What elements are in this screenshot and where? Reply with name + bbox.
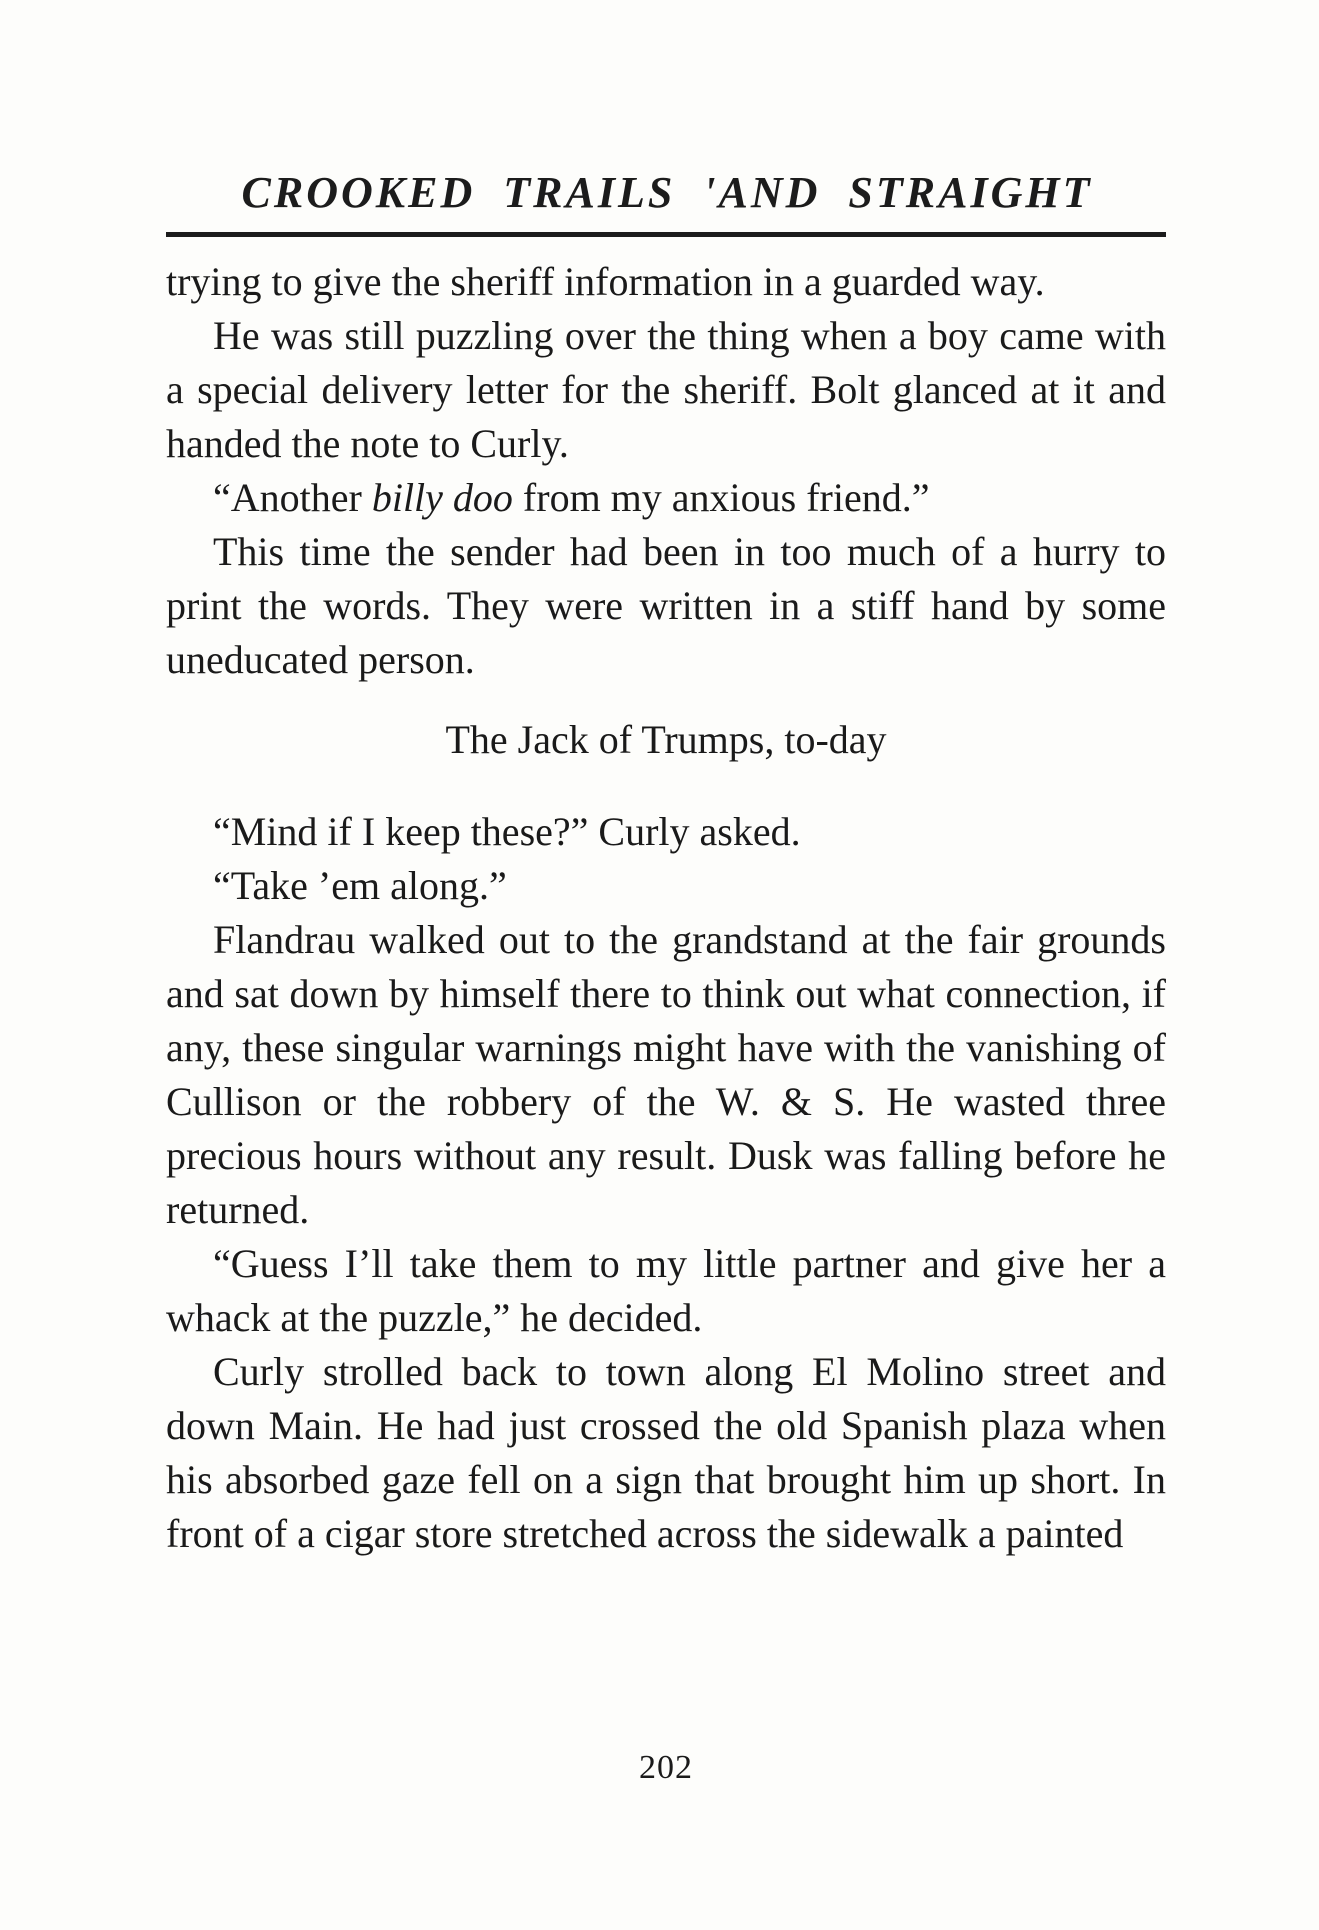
quoted-note: The Jack of Trumps, to-day (445, 717, 887, 762)
paragraph: trying to give the sheriff information in a guarded way. (166, 259, 1045, 304)
header-rule (166, 232, 1166, 237)
paragraph: He was still puzzling over the thing when a boy came with a special delivery letter for the sheriff. Bolt glanced at it and handed the note to Curly. (166, 313, 1166, 466)
running-head: CROOKED TRAILS 'AND STRAIGHT (241, 168, 1093, 217)
paragraph: Flandrau walked out to the grandstand at the fair grounds and sat down by himself there to think out what connection, if any, these singular warnings might have with the vanishing of Cullison or the robbery of the W. & S. He wasted three precious hours without any result. Dusk was falling before he returned. (166, 917, 1166, 1232)
paragraph-text: “Another (213, 475, 372, 520)
italic-phrase: billy doo (371, 475, 513, 520)
paragraph: This time the sender had been in too much of a hurry to print the words. They were written in a stiff hand by some uneducated person. (166, 529, 1166, 682)
page-number: 202 (639, 1749, 693, 1786)
paragraph: “Guess I’ll take them to my little partner and give her a whack at the puzzle,” he decided. (166, 1241, 1166, 1340)
paragraph-text: from my anxious friend.” (512, 475, 930, 520)
page-body (166, 255, 1166, 1561)
paragraph (166, 471, 1166, 525)
paragraph: “Mind if I keep these?” Curly asked. (213, 809, 801, 854)
paragraph: Curly strolled back to town along El Molino street and down Main. He had just crossed the old Spanish plaza when his absorbed gaze fell on a sign that brought him up short. In front of a cigar store stretched across the sidewalk a painted (166, 1349, 1166, 1556)
paragraph: “Take ’em along.” (213, 863, 507, 908)
